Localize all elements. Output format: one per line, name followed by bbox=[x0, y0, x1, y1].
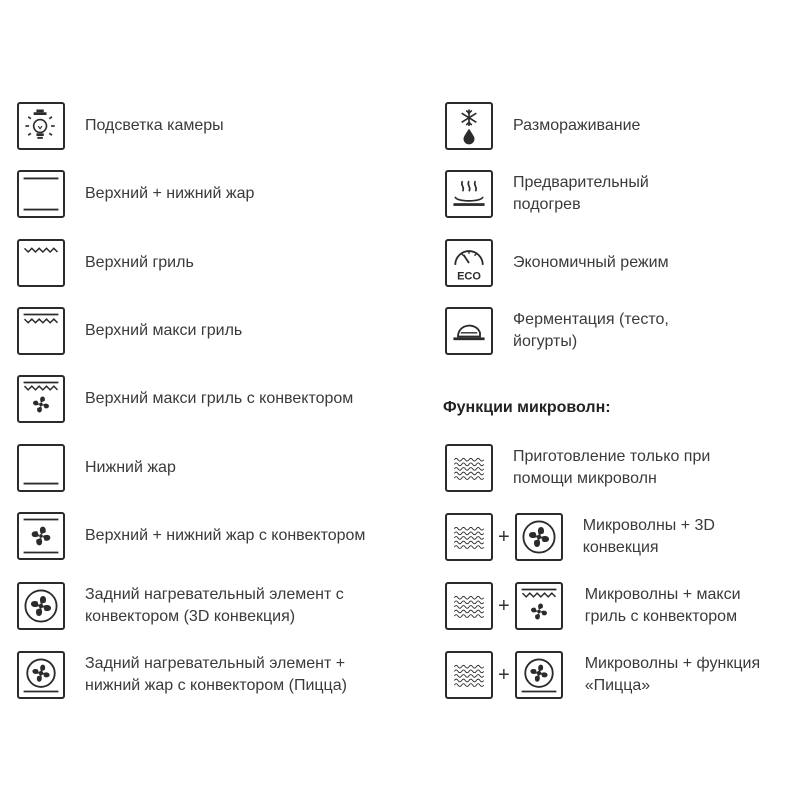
defrost-icon bbox=[445, 102, 493, 150]
function-label: Микроволны + 3D конвекция bbox=[582, 517, 715, 556]
max-grill-fan-icon bbox=[17, 375, 65, 423]
rear-element-bottom-fan-icon bbox=[17, 651, 65, 699]
plus-sign: + bbox=[498, 664, 510, 686]
function-defrost bbox=[445, 102, 640, 150]
microwave-icon bbox=[445, 582, 493, 630]
function-bottom-heat bbox=[17, 444, 176, 492]
function-rear-element-fan bbox=[17, 582, 344, 630]
microwave-icon bbox=[445, 444, 493, 492]
function-top-grill bbox=[17, 239, 194, 287]
function-eco bbox=[445, 239, 669, 287]
function-label: Верхний + нижний жар bbox=[85, 185, 255, 202]
function-label: Приготовление только при помощи микроволн bbox=[513, 448, 711, 487]
rear-element-fan-icon bbox=[17, 582, 65, 630]
top-bottom-fan-icon bbox=[17, 512, 65, 560]
function-lamp bbox=[17, 102, 224, 150]
preheat-icon bbox=[445, 170, 493, 218]
function-label: Микроволны + функция «Пицца» bbox=[584, 655, 761, 694]
max-grill-fan-icon bbox=[515, 582, 563, 630]
function-max-grill-fan bbox=[17, 375, 353, 423]
microwave-heading: Функции микроволн: bbox=[443, 399, 611, 416]
function-label: Размораживание bbox=[513, 117, 641, 134]
lamp-icon bbox=[17, 102, 65, 150]
function-microwave-max-grill-fan bbox=[445, 582, 741, 630]
eco-icon bbox=[445, 239, 493, 287]
max-grill-icon bbox=[17, 307, 65, 355]
function-label: Нижний жар bbox=[85, 459, 176, 476]
function-label: Верхний гриль bbox=[85, 254, 194, 271]
microwave-icon bbox=[445, 651, 493, 699]
function-microwave-3d bbox=[445, 513, 715, 561]
function-label: Подсветка камеры bbox=[85, 117, 224, 134]
top-bottom-heat-icon bbox=[17, 170, 65, 218]
function-label: Верхний + нижний жар с конвектором bbox=[85, 527, 366, 544]
function-label: Задний нагревательный элемент с конвектором (3D конвекция) bbox=[85, 586, 344, 625]
function-top-bottom-fan bbox=[17, 512, 365, 560]
eco-text: ECO bbox=[457, 270, 481, 283]
bottom-heat-icon bbox=[17, 444, 65, 492]
function-label: Микроволны + макси гриль с конвектором bbox=[584, 586, 741, 625]
function-label: Предварительный подогрев bbox=[513, 174, 649, 213]
function-label: Верхний макси гриль bbox=[85, 322, 243, 339]
rear-element-bottom-fan-icon bbox=[515, 651, 563, 699]
function-label: Ферментация (тесто, йогурты) bbox=[513, 311, 669, 350]
rear-element-fan-icon bbox=[515, 513, 563, 561]
microwave-icon bbox=[445, 513, 493, 561]
plus-sign: + bbox=[498, 526, 510, 548]
top-grill-icon bbox=[17, 239, 65, 287]
function-label: Задний нагревательный элемент + нижний жар с конвектором (Пицца) bbox=[85, 655, 347, 694]
function-max-grill bbox=[17, 307, 242, 355]
function-label: Верхний макси гриль с конвектором bbox=[85, 390, 354, 407]
function-preheat bbox=[445, 170, 649, 218]
function-label: Экономичный режим bbox=[513, 254, 669, 271]
plus-sign: + bbox=[498, 595, 510, 617]
function-top-bottom-heat bbox=[17, 170, 254, 218]
fermentation-icon bbox=[445, 307, 493, 355]
function-microwave-pizza bbox=[445, 651, 760, 699]
function-rear-element-bottom-fan bbox=[17, 651, 347, 699]
function-microwave-only bbox=[445, 444, 710, 492]
function-fermentation bbox=[445, 307, 669, 355]
